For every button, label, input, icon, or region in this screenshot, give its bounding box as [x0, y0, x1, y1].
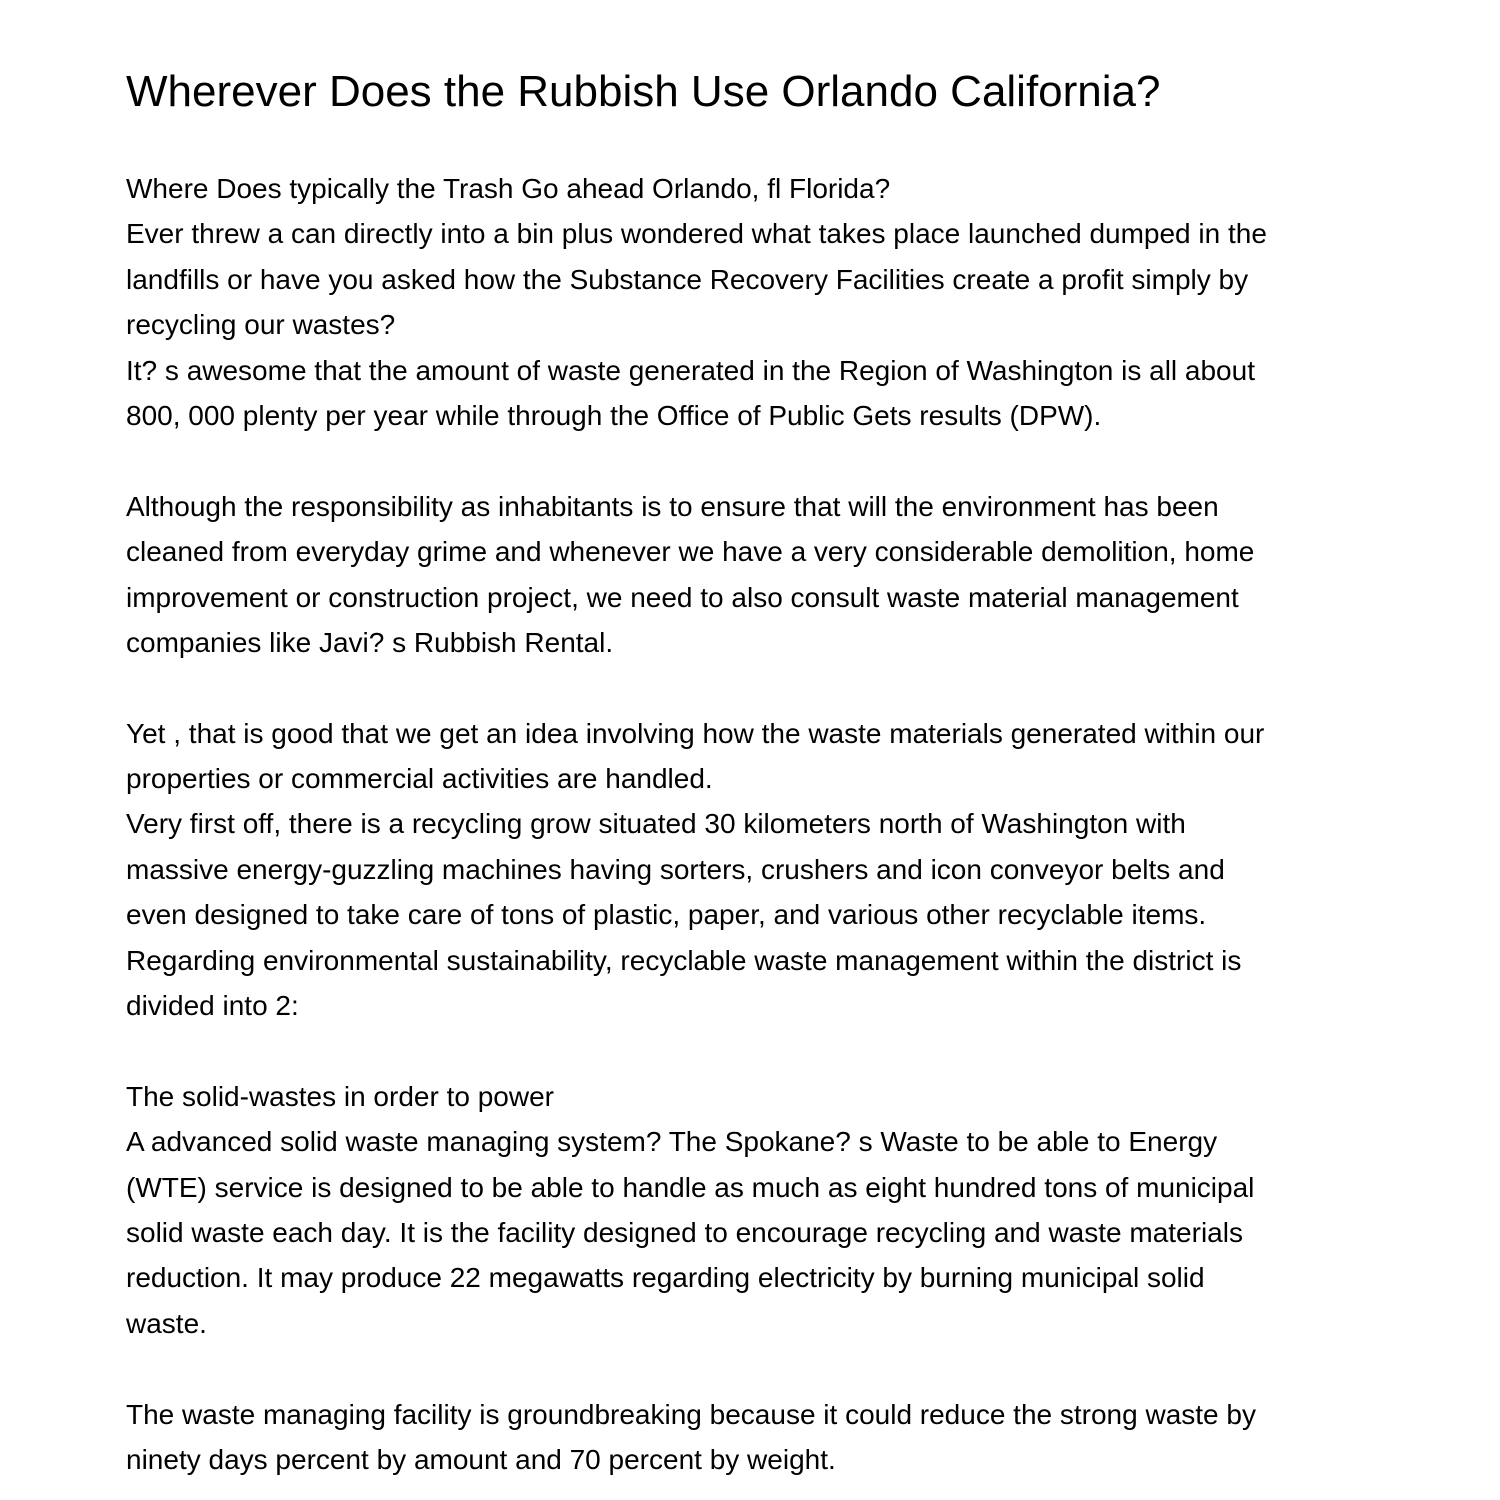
text-line: It? s awesome that the amount of waste generated in the Region of Washington is all about: [126, 354, 1255, 386]
text-line: even designed to take care of tons of plastic, paper, and various other recyclable items.: [126, 899, 1207, 931]
text-line: improvement or construction project, we need to also consult waste material management: [126, 581, 1239, 613]
text-line: landfills or have you asked how the Substance Recovery Facilities create a profit simply by: [126, 263, 1249, 295]
document-body: [126, 166, 1376, 1482]
text-line: Regarding environmental sustainability, recyclable waste management within the district is: [126, 944, 1242, 976]
text-line: 800, 000 plenty per year while through the Office of Public Gets results (DPW).: [126, 399, 1102, 431]
text-line: Ever threw a can directly into a bin plus wondered what takes place launched dumped in the: [126, 218, 1267, 250]
text-line: solid waste each day. It is the facility designed to encourage recycling and waste materials: [126, 1216, 1243, 1248]
paragraph-gap: [126, 665, 1376, 710]
paragraph-gap: [126, 1028, 1376, 1073]
text-line: A advanced solid waste managing system? The Spokane? s Waste to be able to Energy: [126, 1126, 1218, 1158]
text-line: companies like Javi? s Rubbish Rental.: [126, 626, 614, 658]
text-line: cleaned from everyday grime and whenever we have a very considerable demolition, home: [126, 536, 1255, 568]
text-line: The solid-wastes in order to power: [126, 1080, 554, 1112]
text-line: The waste managing facility is groundbreaking because it could reduce the strong waste by: [126, 1398, 1256, 1430]
text-line: ninety days percent by amount and 70 percent by weight.: [126, 1443, 836, 1475]
text-line: Where Does typically the Trash Go ahead Orlando, fl Florida?: [126, 173, 891, 204]
text-line: properties or commercial activities are handled.: [126, 763, 713, 795]
text-line: Yet , that is good that we get an idea involving how the waste materials generated within our: [126, 717, 1265, 749]
text-line: divided into 2:: [126, 990, 299, 1022]
text-line: massive energy-guzzling machines having sorters, crushers and icon conveyor belts and: [126, 853, 1225, 885]
text-line: Very first off, there is a recycling grow situated 30 kilometers north of Washington with: [126, 808, 1186, 840]
text-line: reduction. It may produce 22 megawatts regarding electricity by burning municipal solid: [126, 1262, 1205, 1294]
text-line: waste.: [126, 1307, 207, 1339]
text-line: Although the responsibility as inhabitants is to ensure that will the environment has been: [126, 490, 1219, 522]
paragraph-gap: [126, 438, 1376, 483]
text-line: recycling our wastes?: [126, 309, 396, 341]
document-title: Wherever Does the Rubbish Use Orlando California?: [126, 67, 1161, 116]
paragraph-gap: [126, 1346, 1376, 1391]
text-line: (WTE) service is designed to be able to handle as much as eight hundred tons of municipal: [126, 1171, 1255, 1203]
